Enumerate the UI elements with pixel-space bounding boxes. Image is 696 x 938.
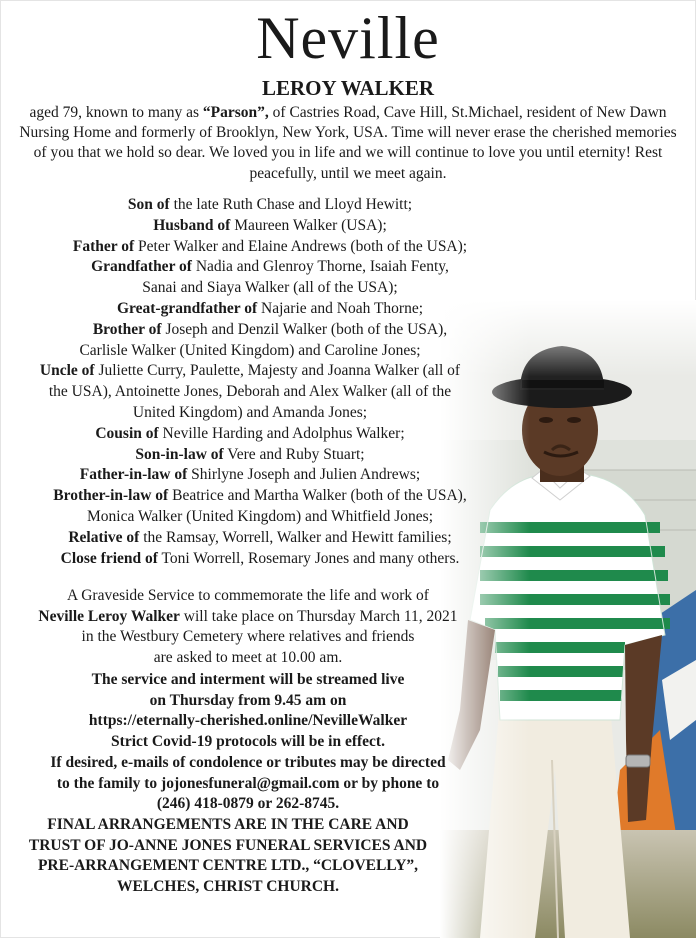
service-line <box>0 607 496 628</box>
relation-label: Grandfather of <box>91 258 192 276</box>
relation-line <box>0 486 520 507</box>
service-line: A Graveside Service to commemorate the life and work of <box>67 587 429 604</box>
relation-label: Uncle of <box>39 362 95 380</box>
relation-line <box>0 320 540 341</box>
relation-line <box>0 278 540 299</box>
relation-label: Husband of <box>153 216 231 234</box>
final-line: WELCHES, CHRIST CHURCH. <box>117 877 339 895</box>
relation-line <box>0 403 500 424</box>
stream-and-contact-info <box>0 670 496 815</box>
service-line: are asked to meet at 10.00 am. <box>153 649 343 667</box>
final-line: FINAL ARRANGEMENTS ARE IN THE CARE AND <box>47 816 409 833</box>
deceased-first-name: Neville <box>256 5 440 71</box>
relation-line <box>0 195 540 216</box>
relation-text: Shirlyne Joseph and Julien Andrews; <box>187 466 421 484</box>
relation-text: the Ramsay, Worrell, Walker and Hewitt families; <box>139 528 452 546</box>
relation-line <box>0 528 520 549</box>
relation-text: Neville Harding and Adolphus Walker; <box>158 424 405 442</box>
relation-label: Father-in-law of <box>79 466 188 484</box>
relation-line <box>0 549 520 570</box>
relation-text: Juliette Curry, Paulette, Majesty and Joanna Walker (all of <box>94 362 461 380</box>
phone-numbers: (246) 418-0879 or 262-8745. <box>156 795 340 813</box>
relation-label: Great-grandfather of <box>116 300 258 317</box>
final-line: TRUST OF JO-ANNE JONES FUNERAL SERVICES AND <box>28 836 428 854</box>
relation-text: Vere and Ruby Stuart; <box>223 445 365 463</box>
service-line: in the Westbury Cemetery where relatives and friends <box>81 628 415 646</box>
relation-text: Carlisle Walker (United Kingdom) and Caroline Jones; <box>79 341 421 359</box>
relation-line <box>0 299 540 320</box>
deceased-full-name: LEROY WALKER <box>261 76 435 100</box>
relation-line <box>0 237 540 258</box>
condolence-email-line: to the family to jojonesfuneral@gmail.com or by phone to <box>56 774 440 792</box>
relation-text: Toni Worrell, Rosemary Jones and many others. <box>157 549 460 567</box>
final-arrangements <box>0 815 456 897</box>
relation-line <box>0 382 500 403</box>
relation-text: Nadia and Glenroy Thorne, Isaiah Fenty, <box>191 258 449 276</box>
relation-label: Cousin of <box>95 424 159 442</box>
relation-label: Son-in-law of <box>135 445 224 463</box>
stream-line: on Thursday from 9.45 am on <box>149 691 347 709</box>
relation-label: Son of <box>127 196 170 213</box>
service-deceased-name: Neville Leroy Walker <box>38 607 180 625</box>
intro-text-start: aged 79, known to many as <box>29 104 203 121</box>
relation-line <box>0 445 500 466</box>
relation-line <box>0 507 520 528</box>
relation-line <box>0 465 500 486</box>
relation-label: Brother of <box>92 320 162 338</box>
relation-line <box>0 216 540 237</box>
covid-notice: Strict Covid-19 protocols will be in effect. <box>111 733 385 751</box>
relation-text: the USA), Antoinette Jones, Deborah and Alex Walker (all of the <box>48 383 452 401</box>
intro-text-rest: of Castries Road, Cave Hill, St.Michael, resident of New Dawn Nursing Home and formerly of Brooklyn, New York, USA. Time will never erase the cherished memories of you that we hold so dear. We loved you in life and we will continue to love you until eternity! Rest peacefully, until we meet again. <box>19 104 677 182</box>
relation-line <box>0 424 500 445</box>
relation-text: Najarie and Noah Thorne; <box>257 300 424 317</box>
relation-text: Peter Walker and Elaine Andrews (both of the USA); <box>134 237 468 255</box>
relation-text: Beatrice and Martha Walker (both of the USA), <box>168 487 467 505</box>
final-line: PRE-ARRANGEMENT CENTRE LTD., “CLOVELLY”, <box>37 857 419 875</box>
relation-label: Close friend of <box>60 549 158 567</box>
nickname: “Parson”, <box>202 104 269 121</box>
relation-line <box>0 257 540 278</box>
service-date-text: will take place on Thursday March 11, 2021 <box>179 607 458 625</box>
intro-paragraph <box>14 103 682 184</box>
stream-line: The service and interment will be streamed live <box>91 671 405 688</box>
relation-text: United Kingdom) and Amanda Jones; <box>132 404 368 421</box>
condolence-line: If desired, e-mails of condolence or tributes may be directed <box>50 753 446 771</box>
relation-label: Father of <box>72 237 135 255</box>
service-announcement <box>0 586 496 669</box>
relation-text: Maureen Walker (USA); <box>230 216 387 234</box>
stream-link[interactable]: https://eternally-cherished.online/NevilleWalker <box>88 712 408 730</box>
relation-text: Monica Walker (United Kingdom) and Whitfield Jones; <box>87 508 433 525</box>
relation-text: Joseph and Denzil Walker (both of the USA), <box>161 320 448 338</box>
relation-text: the late Ruth Chase and Lloyd Hewitt; <box>169 196 413 213</box>
relation-label: Brother-in-law of <box>53 487 169 505</box>
relation-line <box>0 341 500 362</box>
relation-text: Sanai and Siaya Walker (all of the USA); <box>142 279 398 297</box>
relation-line <box>0 361 500 382</box>
relation-label: Relative of <box>68 528 140 546</box>
